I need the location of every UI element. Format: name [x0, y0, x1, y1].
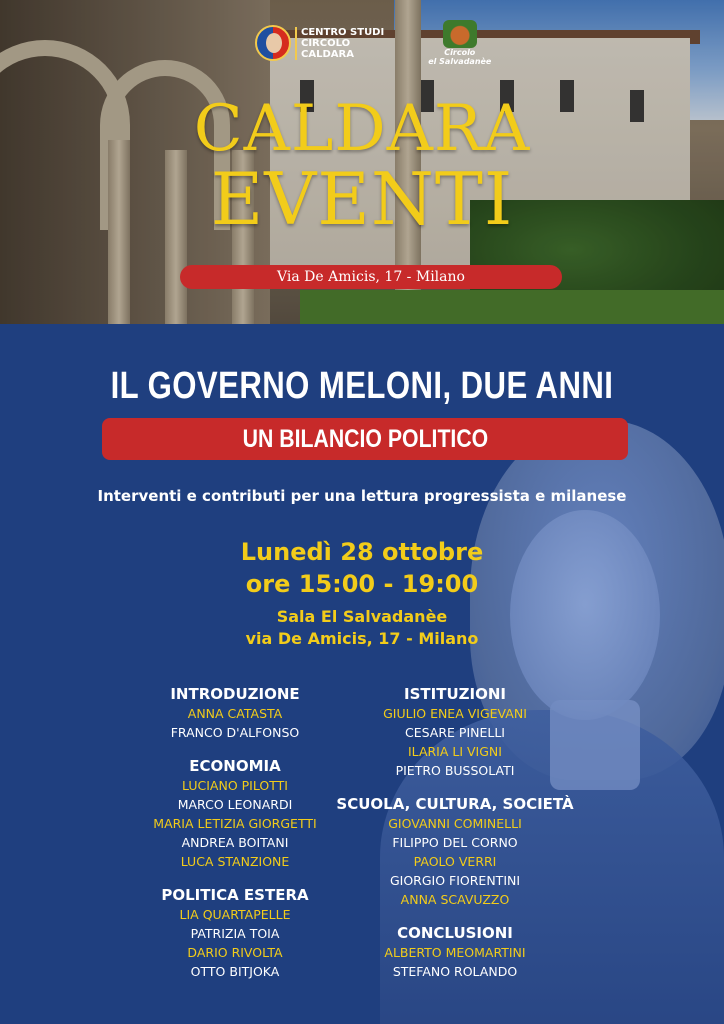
logo-centro-line: CIRCOLO: [301, 37, 351, 49]
speaker-name: GIULIO ENEA VIGEVANI: [383, 706, 527, 721]
speaker-name: GIOVANNI COMINELLI: [388, 816, 522, 831]
speaker-name: ILARIA LI VIGNI: [408, 744, 502, 759]
speaker-name: PATRIZIA TOIA: [190, 926, 280, 941]
event-subtitle-text: UN BILANCIO POLITICO: [242, 425, 488, 453]
speaker-name: MARIA LETIZIA GIORGETTI: [153, 816, 317, 831]
section-title: POLITICA ESTERA: [161, 886, 309, 904]
portrait-badge-icon: [255, 25, 291, 61]
logo-circolo-line: Circolo: [444, 48, 476, 57]
speaker-name: MARCO LEONARDI: [177, 797, 293, 812]
section-title: CONCLUSIONI: [397, 924, 513, 942]
program-section: [115, 684, 355, 742]
centro-studi-logo: [255, 25, 384, 61]
speaker-name: FRANCO D'ALFONSO: [170, 725, 300, 740]
section-title: ISTITUZIONI: [404, 685, 506, 703]
program-section: [335, 684, 575, 780]
event-series-title-2: EVENTI: [210, 157, 514, 241]
speaker-name: LUCA STANZIONE: [180, 854, 290, 869]
logo-centro-line: CALDARA: [301, 48, 354, 60]
header-address: Via De Amicis, 17 - Milano: [180, 265, 562, 289]
event-series-title: CALDARA: [193, 92, 531, 166]
date-line: Lunedì 28 ottobre: [240, 538, 484, 566]
section-title: SCUOLA, CULTURA, SOCIETÀ: [336, 795, 574, 813]
event-venue: [0, 606, 724, 650]
speaker-name: OTTO BITJOKA: [190, 964, 280, 979]
program-right-column: [335, 684, 575, 995]
event-tagline: Interventi e contributi per una lettura progressista e milanese: [97, 487, 627, 505]
speaker-name: LIA QUARTAPELLE: [179, 907, 291, 922]
speaker-name: FILIPPO DEL CORNO: [392, 835, 518, 850]
speaker-name: LUCIANO PILOTTI: [182, 778, 288, 793]
event-date: [0, 536, 724, 600]
section-title: INTRODUZIONE: [170, 685, 300, 703]
logo-centro-line: CENTRO STUDI: [301, 26, 385, 38]
program-left-column: [115, 684, 355, 995]
time-line: ore 15:00 - 19:00: [245, 570, 479, 598]
speaker-name: PIETRO BUSSOLATI: [395, 763, 515, 778]
program-section: [335, 794, 575, 909]
venue-address: via De Amicis, 17 - Milano: [245, 629, 479, 648]
section-title: ECONOMIA: [189, 757, 281, 775]
speaker-name: ALBERTO MEOMARTINI: [384, 945, 526, 960]
program-section: [115, 885, 355, 981]
speaker-name: DARIO RIVOLTA: [187, 945, 283, 960]
speaker-name: CESARE PINELLI: [405, 725, 505, 740]
piggy-bank-icon: [443, 20, 477, 48]
event-headline: IL GOVERNO MELONI, DUE ANNI: [110, 365, 614, 407]
speaker-name: PAOLO VERRI: [413, 854, 497, 869]
speaker-name: ANNA SCAVUZZO: [400, 892, 510, 907]
speaker-name: GIORGIO FIORENTINI: [389, 873, 521, 888]
program-section: [335, 923, 575, 981]
circolo-logo: [428, 20, 491, 66]
event-subtitle: [102, 418, 628, 460]
logo-circolo-line: el Salvadanèe: [428, 57, 492, 66]
speaker-name: ANDREA BOITANI: [181, 835, 289, 850]
logos: [255, 20, 491, 66]
venue-name: Sala El Salvadanèe: [276, 607, 448, 626]
program-section: [115, 756, 355, 871]
speaker-name: ANNA CATASTA: [187, 706, 283, 721]
speaker-name: STEFANO ROLANDO: [392, 964, 518, 979]
